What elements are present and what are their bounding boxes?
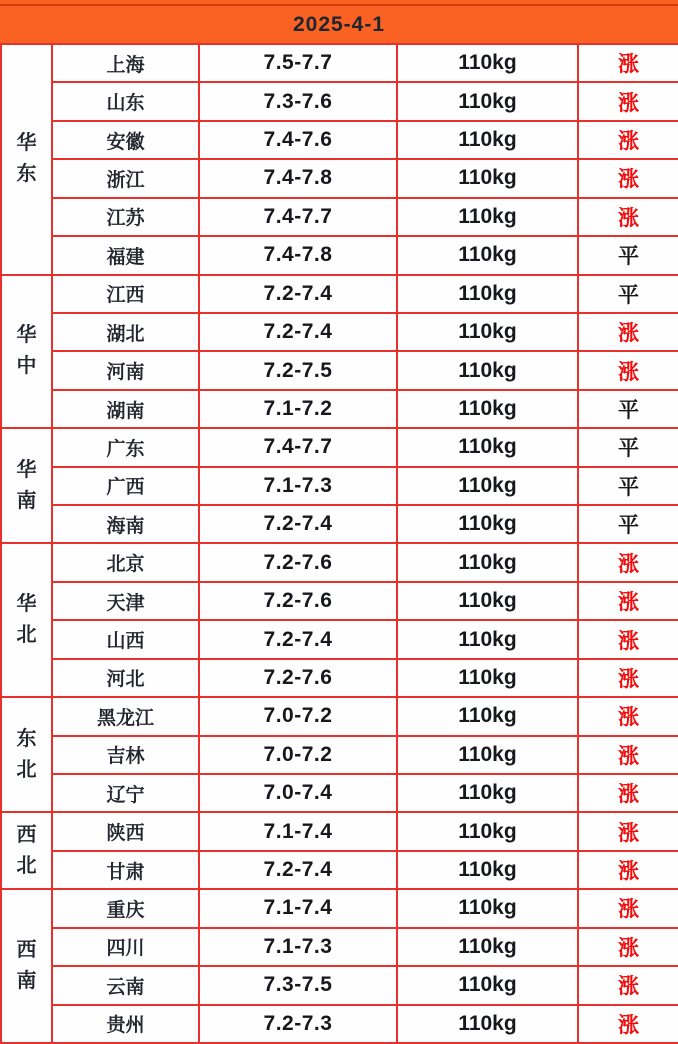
region-cell: [1, 812, 52, 889]
table-row: [1, 82, 678, 120]
table-row: [1, 428, 678, 466]
weight-cell: 110kg: [397, 121, 578, 159]
price-cell: 7.4-7.6: [199, 121, 397, 159]
table-row: [1, 774, 678, 812]
province-cell: 甘肃: [52, 851, 199, 889]
weight-cell: 110kg: [397, 620, 578, 658]
status-cell: 涨: [578, 812, 678, 850]
table-row: [1, 851, 678, 889]
weight-cell: 110kg: [397, 313, 578, 351]
table-row: [1, 736, 678, 774]
price-cell: 7.2-7.3: [199, 1005, 397, 1043]
price-cell: 7.0-7.2: [199, 736, 397, 774]
province-cell: 云南: [52, 966, 199, 1004]
weight-cell: 110kg: [397, 659, 578, 697]
province-cell: 安徽: [52, 121, 199, 159]
price-cell: 7.2-7.6: [199, 582, 397, 620]
region-cell: [1, 275, 52, 429]
table-row: [1, 44, 678, 82]
status-cell: 涨: [578, 121, 678, 159]
status-cell: 涨: [578, 620, 678, 658]
region-label: 华中: [16, 324, 37, 378]
table-row: [1, 236, 678, 274]
table-row: [1, 505, 678, 543]
status-cell: 涨: [578, 82, 678, 120]
price-cell: 7.2-7.6: [199, 543, 397, 581]
price-cell: 7.1-7.4: [199, 889, 397, 927]
province-cell: 江苏: [52, 198, 199, 236]
price-cell: 7.3-7.6: [199, 82, 397, 120]
table-row: [1, 121, 678, 159]
weight-cell: 110kg: [397, 582, 578, 620]
status-cell: 平: [578, 236, 678, 274]
status-cell: 涨: [578, 351, 678, 389]
status-cell: 涨: [578, 697, 678, 735]
weight-cell: 110kg: [397, 236, 578, 274]
weight-cell: 110kg: [397, 351, 578, 389]
price-cell: 7.2-7.4: [199, 851, 397, 889]
province-cell: 河南: [52, 351, 199, 389]
region-cell: [1, 428, 52, 543]
weight-cell: 110kg: [397, 774, 578, 812]
table-row: [1, 313, 678, 351]
status-cell: 平: [578, 275, 678, 313]
province-cell: 天津: [52, 582, 199, 620]
province-cell: 陕西: [52, 812, 199, 850]
status-cell: 涨: [578, 198, 678, 236]
province-cell: 广西: [52, 467, 199, 505]
weight-cell: 110kg: [397, 889, 578, 927]
province-cell: 河北: [52, 659, 199, 697]
price-cell: 7.1-7.3: [199, 928, 397, 966]
region-label: 西北: [16, 823, 37, 877]
province-cell: 海南: [52, 505, 199, 543]
status-cell: 涨: [578, 313, 678, 351]
status-cell: 涨: [578, 736, 678, 774]
province-cell: 湖南: [52, 390, 199, 428]
price-cell: 7.0-7.4: [199, 774, 397, 812]
table-row: [1, 198, 678, 236]
weight-cell: 110kg: [397, 505, 578, 543]
table-row: [1, 582, 678, 620]
date-text: 2025-4-1: [292, 12, 386, 36]
province-cell: 浙江: [52, 159, 199, 197]
weight-cell: 110kg: [397, 966, 578, 1004]
price-cell: 7.1-7.2: [199, 390, 397, 428]
price-cell: 7.3-7.5: [199, 966, 397, 1004]
table-row: [1, 390, 678, 428]
province-cell: 福建: [52, 236, 199, 274]
price-cell: 7.2-7.4: [199, 275, 397, 313]
region-label: 西南: [16, 939, 37, 993]
weight-cell: 110kg: [397, 851, 578, 889]
weight-cell: 110kg: [397, 736, 578, 774]
status-cell: 涨: [578, 928, 678, 966]
table-row: [1, 275, 678, 313]
status-cell: 平: [578, 505, 678, 543]
province-cell: 上海: [52, 44, 199, 82]
table-row: [1, 159, 678, 197]
weight-cell: 110kg: [397, 159, 578, 197]
weight-cell: 110kg: [397, 198, 578, 236]
weight-cell: 110kg: [397, 275, 578, 313]
weight-cell: 110kg: [397, 543, 578, 581]
province-cell: 山西: [52, 620, 199, 658]
header-banner: [0, 0, 678, 43]
price-cell: 7.4-7.7: [199, 198, 397, 236]
region-cell: [1, 543, 52, 697]
region-label: 华北: [16, 593, 37, 647]
table-row: [1, 351, 678, 389]
table-row: [1, 928, 678, 966]
price-cell: 7.2-7.4: [199, 620, 397, 658]
table-row: [1, 812, 678, 850]
table-row: [1, 659, 678, 697]
province-cell: 广东: [52, 428, 199, 466]
status-cell: 涨: [578, 774, 678, 812]
province-cell: 辽宁: [52, 774, 199, 812]
table-row: [1, 620, 678, 658]
province-cell: 山东: [52, 82, 199, 120]
province-cell: 黑龙江: [52, 697, 199, 735]
region-label: 华东: [16, 132, 37, 186]
status-cell: 涨: [578, 582, 678, 620]
weight-cell: 110kg: [397, 1005, 578, 1043]
status-cell: 涨: [578, 543, 678, 581]
date-banner: [0, 6, 678, 43]
region-label: 东北: [16, 727, 37, 781]
price-cell: 7.1-7.3: [199, 467, 397, 505]
price-cell: 7.4-7.8: [199, 159, 397, 197]
price-cell: 7.0-7.2: [199, 697, 397, 735]
status-cell: 平: [578, 428, 678, 466]
status-cell: 涨: [578, 851, 678, 889]
status-cell: 平: [578, 467, 678, 505]
price-cell: 7.2-7.4: [199, 505, 397, 543]
status-cell: 涨: [578, 1005, 678, 1043]
province-cell: 吉林: [52, 736, 199, 774]
price-cell: 7.1-7.4: [199, 812, 397, 850]
weight-cell: 110kg: [397, 812, 578, 850]
table-row: [1, 966, 678, 1004]
table-row: [1, 697, 678, 735]
province-cell: 四川: [52, 928, 199, 966]
province-cell: 北京: [52, 543, 199, 581]
price-cell: 7.2-7.5: [199, 351, 397, 389]
region-cell: [1, 889, 52, 1043]
weight-cell: 110kg: [397, 82, 578, 120]
weight-cell: 110kg: [397, 390, 578, 428]
region-cell: [1, 697, 52, 812]
status-cell: 涨: [578, 889, 678, 927]
table-row: [1, 543, 678, 581]
status-cell: 涨: [578, 159, 678, 197]
province-cell: 湖北: [52, 313, 199, 351]
province-cell: 重庆: [52, 889, 199, 927]
region-cell: [1, 44, 52, 275]
table-row: [1, 889, 678, 927]
province-cell: 江西: [52, 275, 199, 313]
status-cell: 涨: [578, 966, 678, 1004]
price-table: [0, 43, 678, 1044]
status-cell: 涨: [578, 659, 678, 697]
price-cell: 7.4-7.7: [199, 428, 397, 466]
region-label: 华南: [16, 458, 37, 512]
price-table-body: [1, 44, 678, 1043]
table-row: [1, 467, 678, 505]
status-cell: 平: [578, 390, 678, 428]
price-cell: 7.4-7.8: [199, 236, 397, 274]
weight-cell: 110kg: [397, 428, 578, 466]
province-cell: 贵州: [52, 1005, 199, 1043]
weight-cell: 110kg: [397, 467, 578, 505]
weight-cell: 110kg: [397, 697, 578, 735]
price-cell: 7.2-7.4: [199, 313, 397, 351]
price-cell: 7.2-7.6: [199, 659, 397, 697]
weight-cell: 110kg: [397, 928, 578, 966]
status-cell: 涨: [578, 44, 678, 82]
weight-cell: 110kg: [397, 44, 578, 82]
table-row: [1, 1005, 678, 1043]
price-cell: 7.5-7.7: [199, 44, 397, 82]
price-table-container: [0, 43, 678, 1044]
